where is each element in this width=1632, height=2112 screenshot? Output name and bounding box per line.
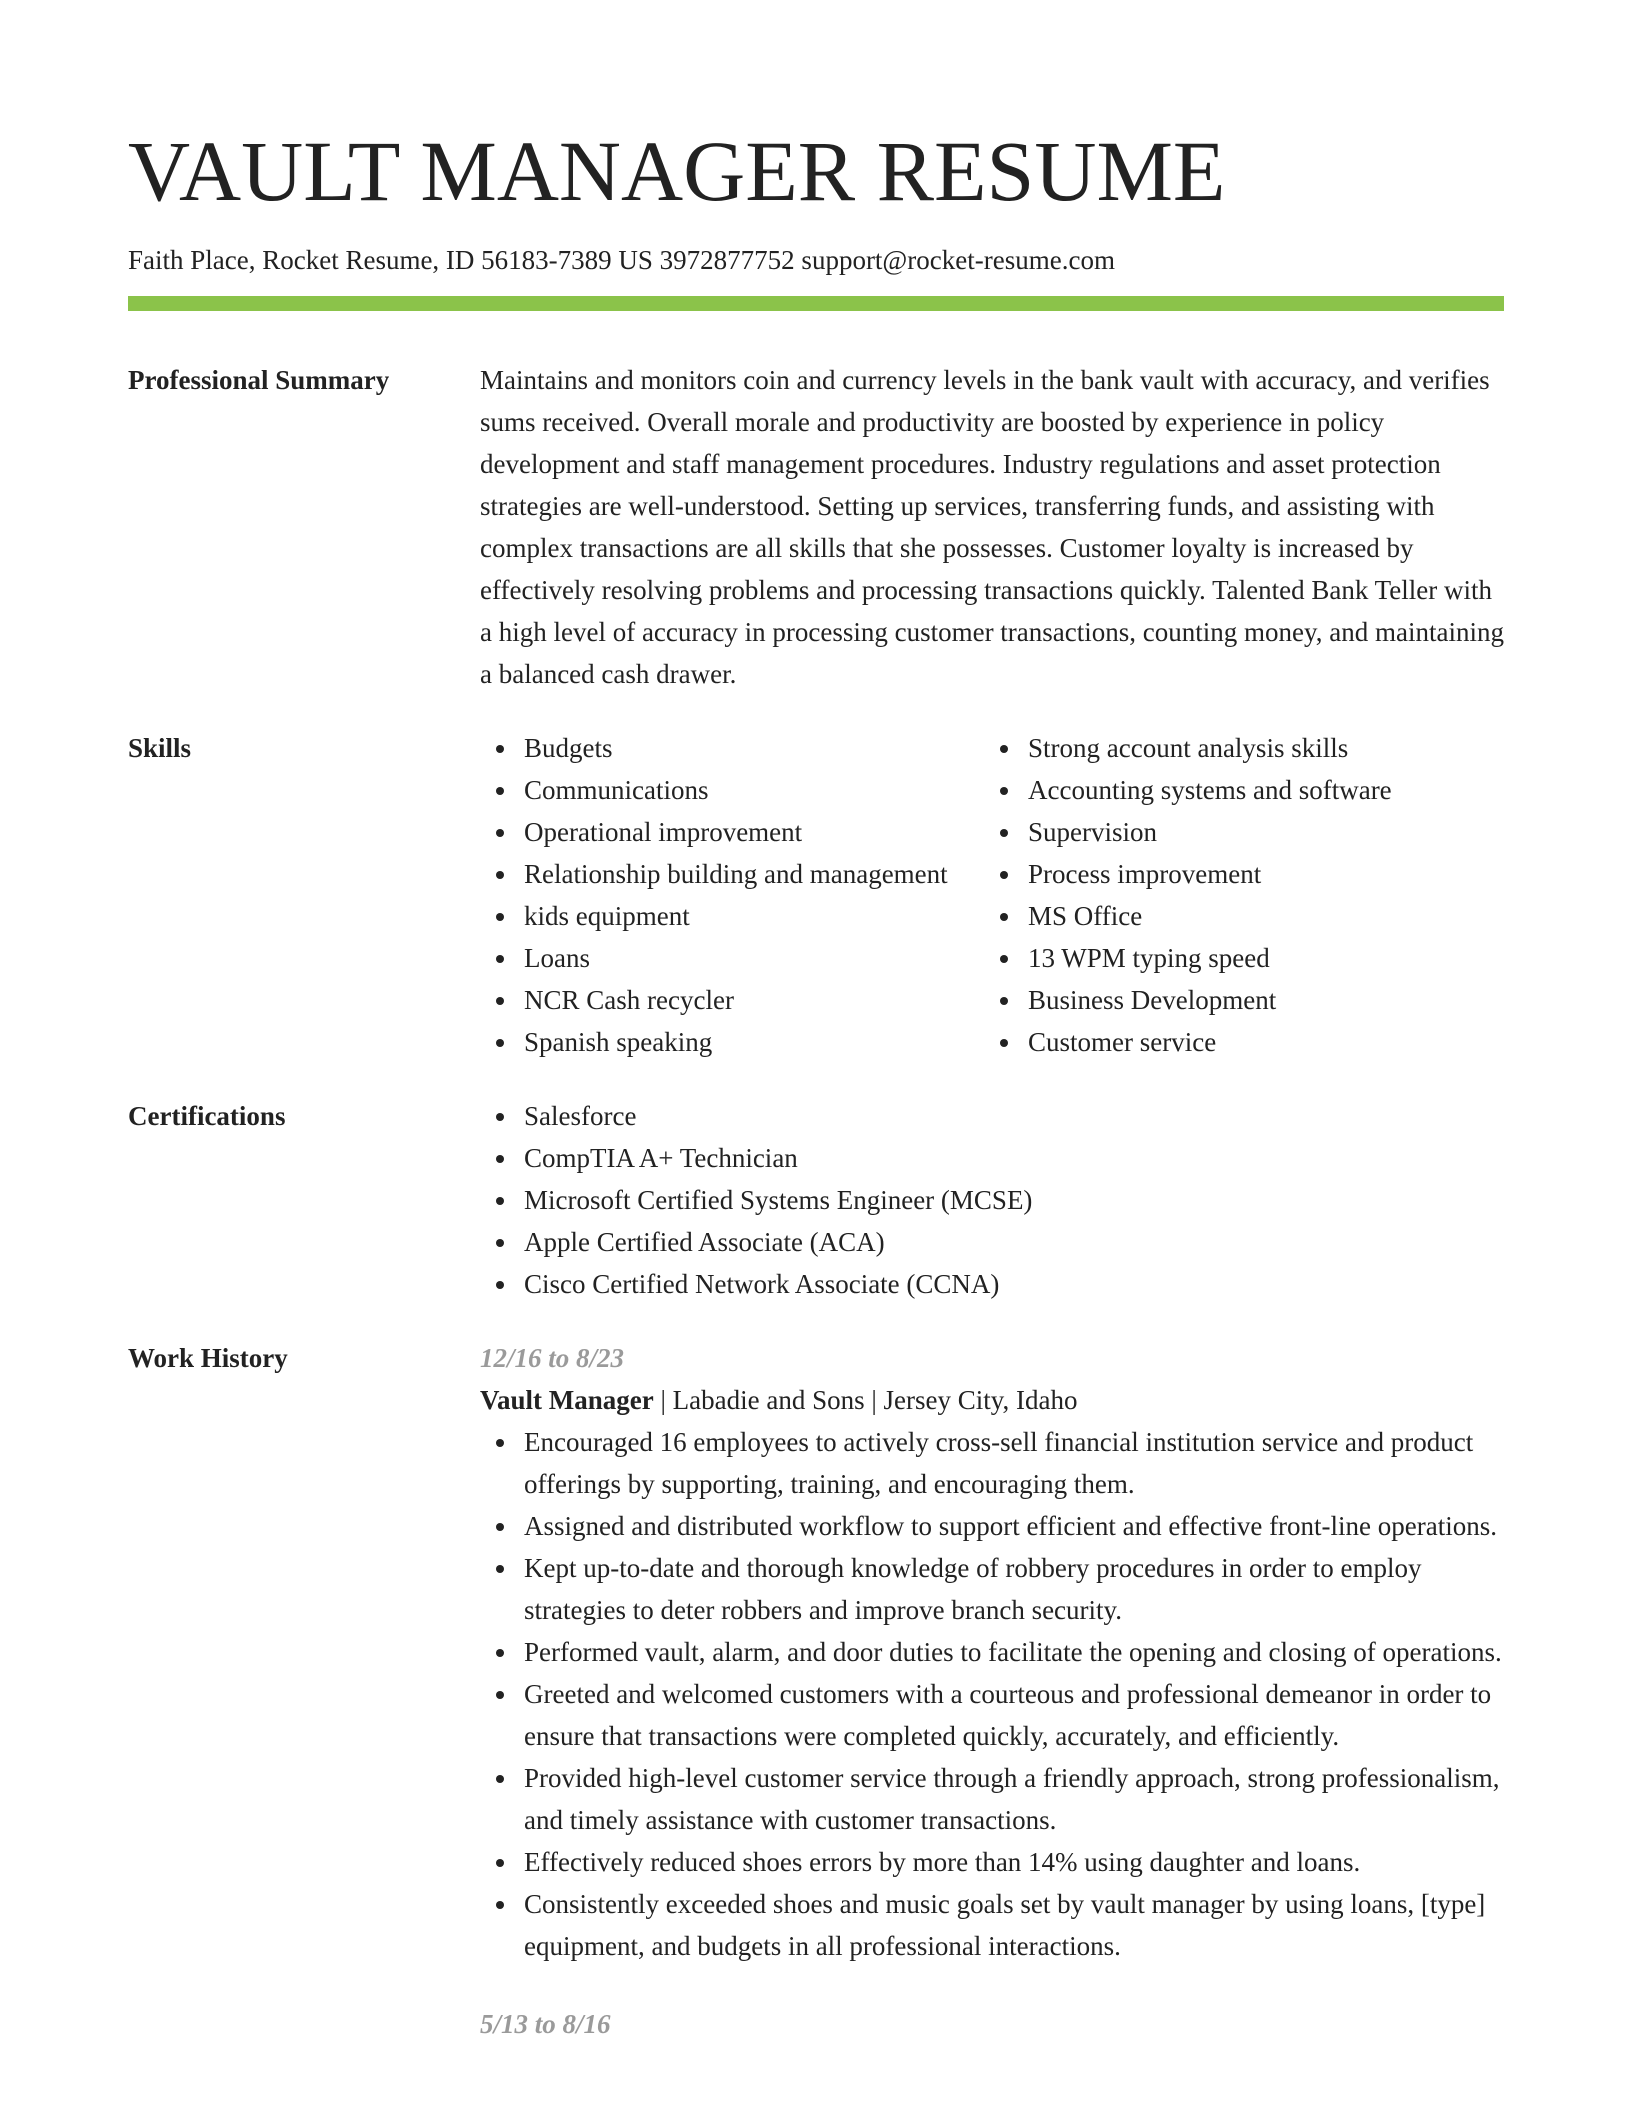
certification-item: Microsoft Certified Systems Engineer (MCSE) <box>480 1179 1504 1221</box>
skill-item: Process improvement <box>984 853 1504 895</box>
job-bullet: Consistently exceeded shoes and music goals set by vault manager by using loans, [type] equipment, and budgets in all professional interactions. <box>480 1883 1504 1967</box>
skills-list-left <box>480 727 984 1063</box>
job-details: | Labadie and Sons | Jersey City, Idaho <box>653 1385 1078 1416</box>
skill-item: Customer service <box>984 1021 1504 1063</box>
skill-item: 13 WPM typing speed <box>984 937 1504 979</box>
certifications-section <box>128 1095 1504 1305</box>
resume-title: VAULT MANAGER RESUME <box>128 123 1226 219</box>
summary-label: Professional Summary <box>128 365 390 396</box>
job-heading <box>480 1379 1504 1421</box>
skill-item: Communications <box>480 769 984 811</box>
summary-section <box>128 359 1504 695</box>
work-history-label: Work History <box>128 1343 288 1374</box>
skill-item: Accounting systems and software <box>984 769 1504 811</box>
skill-item: Business Development <box>984 979 1504 1021</box>
skills-section <box>128 727 1504 1063</box>
job-bullet: Effectively reduced shoes errors by more than 14% using daughter and loans. <box>480 1841 1504 1883</box>
job-entry <box>480 1337 1504 1967</box>
skill-item: Operational improvement <box>480 811 984 853</box>
job-bullet: Encouraged 16 employees to actively cross-sell financial institution service and product offerings by supporting, training, and encouraging them. <box>480 1421 1504 1505</box>
certification-item: Salesforce <box>480 1095 1504 1137</box>
skill-item: Budgets <box>480 727 984 769</box>
skill-item: Relationship building and management <box>480 853 984 895</box>
resume-page <box>128 0 1504 2045</box>
job-bullet: Kept up-to-date and thorough knowledge of robbery procedures in order to employ strategies to deter robbers and improve branch security. <box>480 1547 1504 1631</box>
skill-item: Supervision <box>984 811 1504 853</box>
job-entry <box>480 2003 1504 2045</box>
skill-item: kids equipment <box>480 895 984 937</box>
certification-item: Cisco Certified Network Associate (CCNA) <box>480 1263 1504 1305</box>
job-bullet: Performed vault, alarm, and door duties to facilitate the opening and closing of operations. <box>480 1631 1504 1673</box>
skill-item: Spanish speaking <box>480 1021 984 1063</box>
skills-columns <box>480 727 1504 1063</box>
skill-item: Strong account analysis skills <box>984 727 1504 769</box>
skills-label: Skills <box>128 733 192 764</box>
job-dates: 12/16 to 8/23 <box>480 1343 625 1374</box>
contact-line: Faith Place, Rocket Resume, ID 56183-7389 US 3972877752 support@rocket-resume.com <box>128 245 1115 275</box>
job-bullet: Assigned and distributed workflow to support efficient and effective front-line operations. <box>480 1505 1504 1547</box>
certification-item: CompTIA A+ Technician <box>480 1137 1504 1179</box>
certifications-list <box>480 1095 1504 1305</box>
skill-item: NCR Cash recycler <box>480 979 984 1021</box>
certification-item: Apple Certified Associate (ACA) <box>480 1221 1504 1263</box>
job-bullet: Provided high-level customer service through a friendly approach, strong professionalism, and timely assistance with customer transactions. <box>480 1757 1504 1841</box>
skill-item: MS Office <box>984 895 1504 937</box>
certifications-body <box>480 1095 1504 1305</box>
job-dates: 5/13 to 8/16 <box>480 2009 611 2040</box>
summary-text: Maintains and monitors coin and currency levels in the bank vault with accuracy, and verifies sums received. Overall morale and productivity are boosted by experience in policy development and staff management procedures. Industry regulations and asset protection strategies are well-understood. Setting up services, transferring funds, and assisting with complex transactions are all skills that she possesses. Customer loyalty is increased by effectively resolving problems and processing transactions quickly. Talented Bank Teller with a high level of accuracy in processing customer transactions, counting money, and maintaining a balanced cash drawer. <box>480 365 1504 690</box>
job-bullets <box>480 1421 1504 1967</box>
work-history-body <box>480 1337 1504 2045</box>
job-bullet: Greeted and welcomed customers with a courteous and professional demeanor in order to ensure that transactions were completed quickly, accurately, and efficiently. <box>480 1673 1504 1757</box>
header-divider <box>128 296 1504 311</box>
job-title: Vault Manager <box>480 1385 654 1416</box>
certifications-label: Certifications <box>128 1101 286 1132</box>
skill-item: Loans <box>480 937 984 979</box>
work-history-section <box>128 1337 1504 2045</box>
skills-list-right <box>984 727 1504 1063</box>
